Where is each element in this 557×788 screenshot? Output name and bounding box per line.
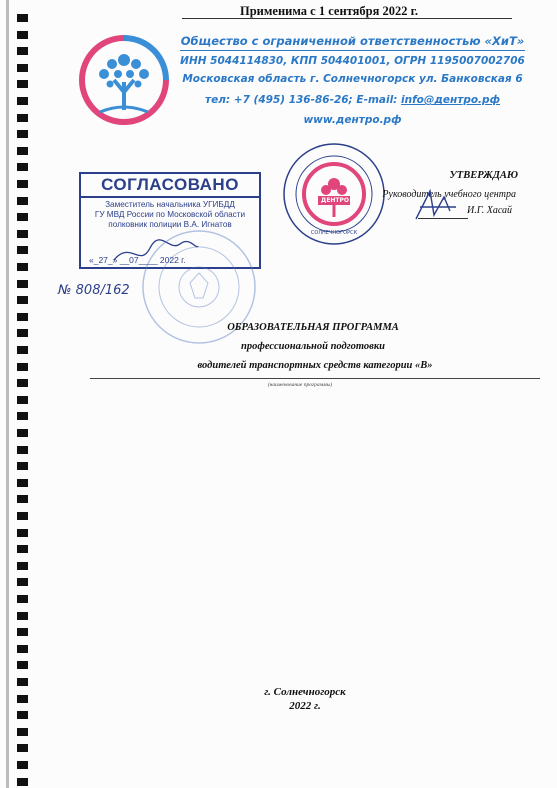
binding-hole — [17, 628, 28, 636]
binding-hole — [17, 562, 28, 570]
binding-holes — [0, 0, 40, 788]
binding-hole — [17, 97, 28, 105]
binding-hole — [17, 114, 28, 122]
binding-hole — [17, 778, 28, 786]
organization-divider — [180, 50, 525, 51]
binding-hole — [17, 446, 28, 454]
applicability-note: Применима с 1 сентября 2022 г. — [240, 4, 418, 18]
binding-hole — [17, 711, 28, 719]
binding-hole — [17, 396, 28, 404]
program-subtitle: профессиональной подготовки — [240, 341, 386, 352]
binding-hole — [17, 246, 28, 254]
binding-hole — [17, 612, 28, 620]
agreed-stamp-department: ГУ МВД России по Московской области — [94, 210, 246, 219]
binding-hole — [17, 595, 28, 603]
org-stamp-brand: ДЕНТРО — [320, 197, 350, 204]
footer-city: г. Солнечногорск — [264, 686, 346, 698]
header-divider — [182, 18, 512, 19]
binding-hole — [17, 429, 28, 437]
footer-year: 2022 г. — [289, 700, 321, 712]
binding-hole — [17, 744, 28, 752]
binding-hole — [17, 313, 28, 321]
binding-hole — [17, 180, 28, 188]
binding-hole — [17, 280, 28, 288]
contacts-phone: тел: +7 (495) 136-86-26; E-mail: — [205, 94, 402, 106]
approval-heading: УТВЕРЖДАЮ — [449, 170, 518, 181]
agreed-stamp-title: СОГЛАСОВАНО — [101, 175, 239, 194]
binding-hole — [17, 545, 28, 553]
binding-hole — [17, 645, 28, 653]
binding-hole — [17, 578, 28, 586]
registration-number: № 808/162 — [58, 283, 130, 298]
binding-hole — [17, 661, 28, 669]
agreed-stamp-position: Заместитель начальника УГИБДД — [105, 200, 235, 209]
binding-hole — [17, 329, 28, 337]
binding-hole — [17, 263, 28, 271]
program-name-hint: (наименование программы) — [267, 382, 333, 388]
approval-name: И.Г. Хасай — [467, 205, 512, 216]
binding-hole — [17, 130, 28, 138]
agreed-stamp-date: «_27_» __07____ 2022 г. — [89, 255, 186, 265]
binding-hole — [17, 495, 28, 503]
binding-hole — [17, 197, 28, 205]
organization-requisites: ИНН 5044114830, КПП 504401001, ОГРН 1195007002706 — [180, 55, 525, 67]
organization-website[interactable]: www.дентро.рф — [303, 114, 402, 126]
binding-hole — [17, 213, 28, 221]
binding-hole — [17, 64, 28, 72]
binding-hole — [17, 512, 28, 520]
binding-hole — [17, 346, 28, 354]
program-title-rule — [90, 378, 540, 379]
binding-hole — [17, 529, 28, 537]
binding-hole — [17, 728, 28, 736]
binding-hole — [17, 80, 28, 88]
tree-icon — [74, 30, 174, 130]
binding-hole — [17, 695, 28, 703]
binding-hole — [17, 412, 28, 420]
agreed-stamp-rule — [81, 196, 259, 198]
binding-hole — [17, 31, 28, 39]
agreed-stamp-officer: полковник полиции В.А. Игнатов — [108, 220, 232, 229]
binding-hole — [17, 761, 28, 769]
binding-hole — [17, 379, 28, 387]
binding-hole — [17, 296, 28, 304]
binding-hole — [17, 479, 28, 487]
organization-address: Московская область г. Солнечногорск ул. Банковская 6 — [182, 73, 523, 85]
binding-hole — [17, 163, 28, 171]
binding-hole — [17, 230, 28, 238]
binding-hole — [17, 147, 28, 155]
organization-contacts — [180, 94, 525, 106]
binding-hole — [17, 14, 28, 22]
binding-hole — [17, 678, 28, 686]
org-stamp-bottom: СОЛНЕЧНОГОРСК — [310, 230, 358, 236]
contacts-email-link[interactable]: info@дентро.рф — [401, 94, 500, 106]
organization-name: Общество с ограниченной ответственностью «ХиТ» — [180, 34, 525, 48]
program-title: ОБРАЗОВАТЕЛЬНАЯ ПРОГРАММА — [227, 322, 399, 333]
binding-hole — [17, 462, 28, 470]
approval-role: Руководитель учебного центра — [382, 189, 516, 200]
director-signature — [410, 185, 460, 225]
binding-hole — [17, 47, 28, 55]
program-category: водителей транспортных средств категории «B» — [197, 360, 433, 371]
binding-hole — [17, 363, 28, 371]
